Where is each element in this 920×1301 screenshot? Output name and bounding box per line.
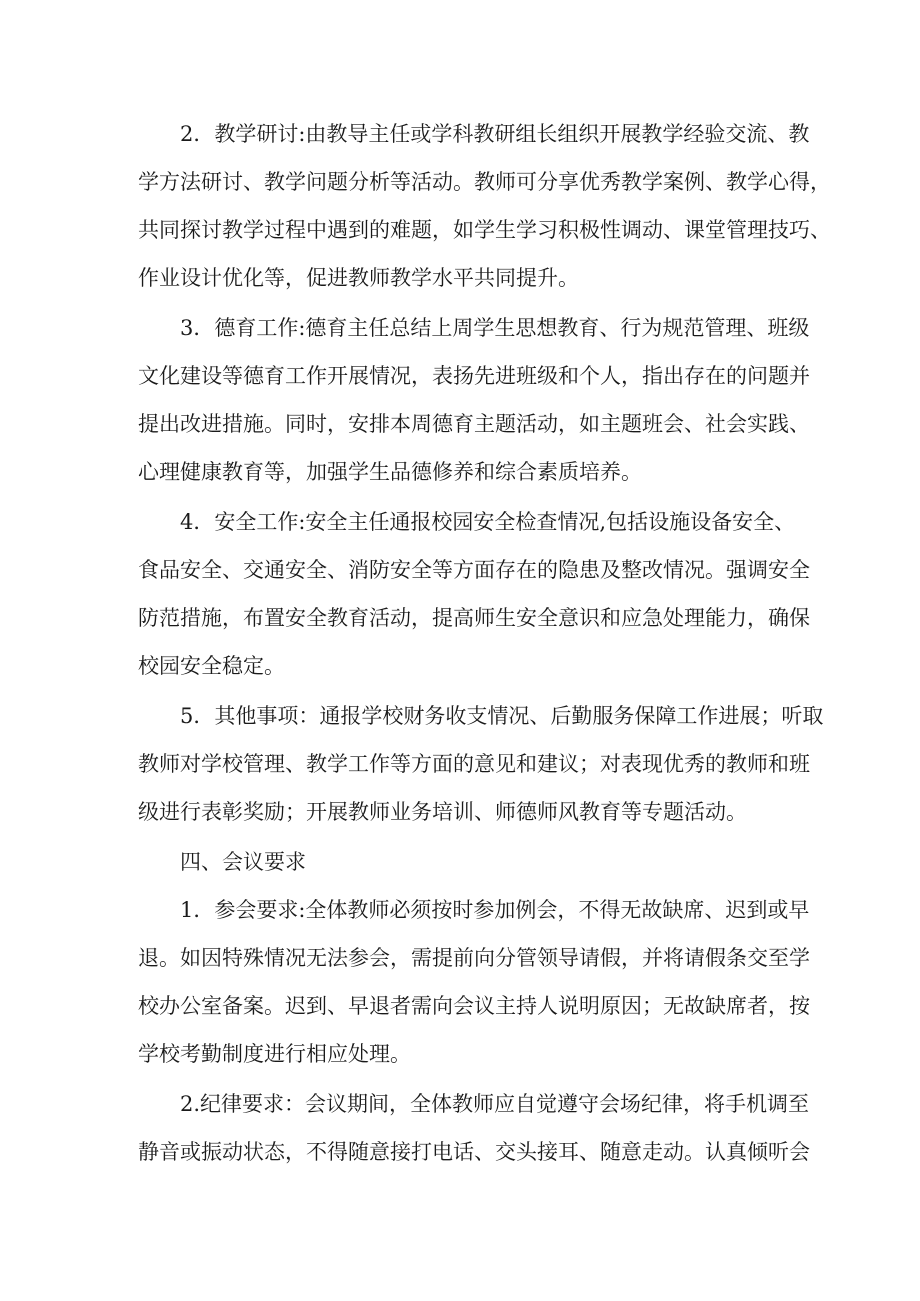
paragraph-line: 2．教学研讨:由教导主任或学科教研组长组织开展教学经验交流、教 bbox=[180, 122, 810, 146]
paragraph-line: 级进行表彰奖励；开展教师业务培训、师德师风教育等专题活动。 bbox=[138, 800, 747, 824]
paragraph-line: 4．安全工作:安全主任通报校园安全检查情况,包括设施设备安全、 bbox=[180, 510, 796, 534]
paragraph-line: 校园安全稳定。 bbox=[138, 654, 285, 678]
paragraph-line: 食品安全、交通安全、消防安全等方面存在的隐患及整改情况。强调安全 bbox=[138, 558, 810, 582]
paragraph-line: 3．德育工作:德育主任总结上周学生思想教育、行为规范管理、班级 bbox=[180, 316, 810, 340]
paragraph-line: 学方法研讨、教学问题分析等活动。教师可分享优秀教学案例、教学心得， bbox=[138, 170, 831, 194]
paragraph-line: 提出改进措施。同时，安排本周德育主题活动，如主题班会、社会实践、 bbox=[138, 412, 810, 436]
paragraph-line: 共同探讨教学过程中遇到的难题，如学生学习积极性调动、课堂管理技巧、 bbox=[138, 218, 831, 242]
paragraph-line: 退。如因特殊情况无法参会，需提前向分管领导请假，并将请假条交至学 bbox=[138, 946, 810, 970]
paragraph-line: 静音或振动状态，不得随意接打电话、交头接耳、随意走动。认真倾听会 bbox=[138, 1140, 810, 1164]
paragraph-line: 2.纪律要求：会议期间，全体教师应自觉遵守会场纪律，将手机调至 bbox=[180, 1092, 810, 1116]
paragraph-line: 5．其他事项：通报学校财务收支情况、后勤服务保障工作进展；听取 bbox=[180, 704, 824, 728]
paragraph-line: 校办公室备案。迟到、早退者需向会议主持人说明原因；无故缺席者，按 bbox=[138, 994, 810, 1018]
paragraph-line: 1．参会要求:全体教师必须按时参加例会，不得无故缺席、迟到或早 bbox=[180, 898, 810, 922]
paragraph-line: 作业设计优化等，促进教师教学水平共同提升。 bbox=[138, 266, 579, 290]
paragraph-line: 学校考勤制度进行相应处理。 bbox=[138, 1042, 411, 1066]
paragraph-line: 防范措施，布置安全教育活动，提高师生安全意识和应急处理能力，确保 bbox=[138, 606, 810, 630]
paragraph-line: 文化建设等德育工作开展情况，表扬先进班级和个人，指出存在的问题并 bbox=[138, 364, 810, 388]
paragraph-line: 心理健康教育等，加强学生品德修养和综合素质培养。 bbox=[138, 460, 642, 484]
paragraph-line: 教师对学校管理、教学工作等方面的意见和建议；对表现优秀的教师和班 bbox=[138, 752, 810, 776]
section-heading: 四、会议要求 bbox=[180, 850, 306, 874]
